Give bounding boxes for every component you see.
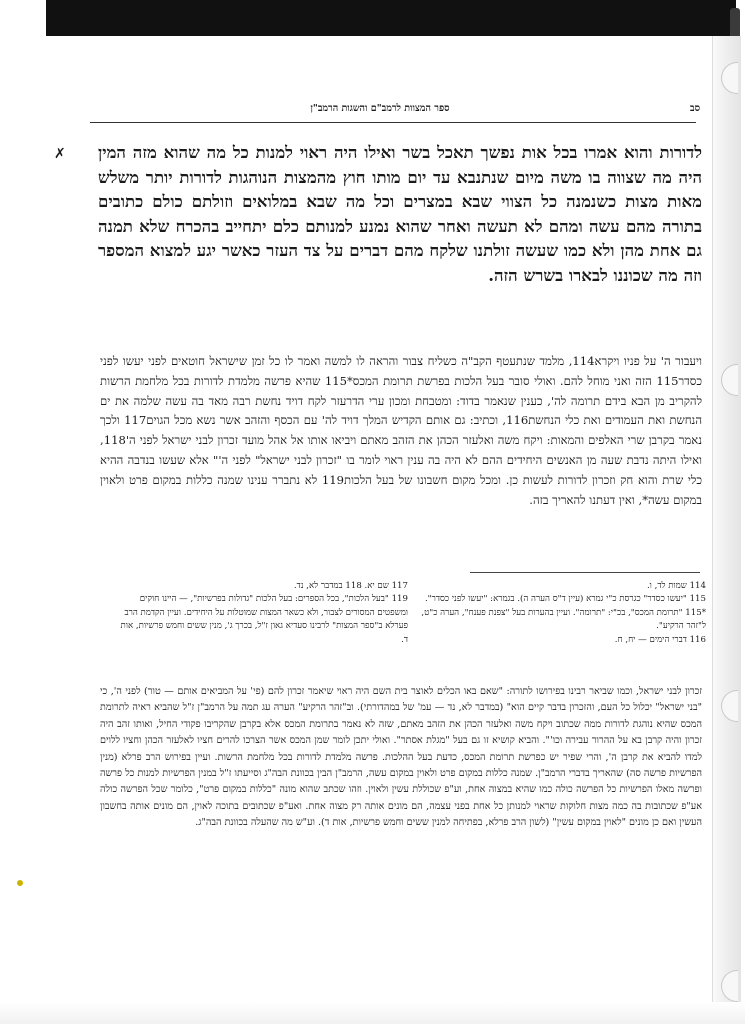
footnotes-right-column: [420, 580, 706, 647]
footnote: 119 "בעל הלכות", בכל הספרים: בעל הלכות "גדולות בפרשיות", — היינו חוקים ומשפטים המסורים לצבור, ולא כשאר המצות שמוטלות על היחידים. ועיין הקדמת הרב פערלא ב"ספר המצות" לרבינו סעדיא גאון ז"ל, בכרך ג', מנין ששים וחמש פרשיות, אות ד.: [120, 594, 408, 645]
footnote: 114 שמות לד, ו.: [646, 581, 706, 591]
body-text: ויעבור ה' על פניו ויקרא114, מלמד שנתעטף הקב"ה כשליח צבור והראה לו למשה ואמר לו כל זמן שישראל חוטאים לפני יעשו לפני כסדר115 הזה ואני מוחל להם. ואולי סובר בעל הלכות בפרשת תרומת המכס*115 שהיא פרשה מלמדת לדורות בכל מלחמת הרשות להקריב מן הבא בידם תרומה לה', כענין שנאמר בדוד: ומטבחת ומכון ערי הדרעזר לקח דויד נחשת רבה מאד בה עשה שלמה את ים הנחשת ואת העמודים ואת כלי הנחשת116, וכתיב: גם אותם הקדיש המלך דויד לה' עם הכסף והזהב אשר נשא מכל הגוים117 ולכך נאמר בקרבן שרי האלפים והמאות: ויקח משה ואלעזר הכהן את הזהב מאתם ויביאו אותו אל אהל מועד זכרון לבני ישראל לפני ה'118, ואילו היתה נדבת שעה מן האנשים היחידים ההם לא היה בה ענין ראוי לומר בו "זכרון לבני ישראל" לפני ה'" אלא שעשו בנדבה ההיא כלי שרת והוא חק וזכרון לדורות לעשות כן. ומכל מקום חשבונו של בעל הלכות119 לא נתברר ענינו שמנה כללות במקום פרט ולאוין במקום עשה*, ואין דעתנו להאריך בזה.: [100, 354, 703, 507]
binder-edge: [712, 36, 741, 1024]
margin-dot: [17, 880, 23, 886]
footnote-separator: [470, 572, 700, 573]
footnotes-left-column: [118, 580, 408, 647]
footnote: 117 שם יא. 118 במדבר לא, נד.: [293, 581, 408, 591]
scanner-top-bar: [46, 0, 736, 36]
footnote: *115 "תרומת המכס", בכ"י: "תרומה". ועיין בהערות בעל "צפנת פענח", הערה כ"ט, ל"זהר הרקיע".: [421, 607, 706, 632]
commentary-text: זכרון לבני ישראל, וכמו שביאר רבינו בפירושו לתורה: "שאם באו הכלים לאוצר בית השם היה ראוי שיאמר זכרון להם (פי' על המביאים אותם — טור) לפני ה', כי "בני ישראל" יכלול כל העם, והזכרון בדבר קיים הוא" (במדבר לא, נד — עמ' של במהדורתי). וב"זהר הרקיע" הערה עג תמה על הרמב"ן ז"ל שהביא ראיה לתרומת המכס שהיא נוהגת לדורות ממה שכתוב ויקח משה ואלעזר הכהן את הזהב מאתם, שזה לא נאמר בתרומת המכס אלא בקרבן שהקריבו פקודי החיל, ואותו זהב היה זכרון והיה קרבן בא על ההרור עבירה וכו'". והביא קושיא זו גם בעל "מגלת אסתר". ואולי יתכן לומר שמן המכס אשר הצרכו להרים חציו לאלעזר הכהן וחציו ללוים למדו להביא את קרבן ה', והרי שפיר יש כפרשת תרומת המכס, כדעת בעל ההלכות. פרשה מלמדת לדורות בכל מלחמת הרשות. ועיין בפירוש הרב פרלא (מנין הפרשיות פרשה סה) שהאריך בדברי הרמב"ן. שמנה כללות במקום פרט ולאוין במקום עשה, הרמב"ן הבין בכוונת הבה"ג וסייעתו ז"ל במנין הפרשיות למנות כל פרשה ופרשה מאלו הפרשיות כל הפרשה כולה כמו שהיא במצוה אחת, וע"פ שכוללת עשין ולאוין. וזהו שכתב שהוא מונה "כללות במקום פרט", כלומר שכל הפרשה כולה אע"פ שכתובות בה כמה מצות חלוקות שראוי למנותן כל אחת בפני עצמה, הם מונים אותה רק מצוה אחת. ואע"פ שכתובים בתוכה לאוין, הם מונים אותה בחשבון העשין ואם כן מונים "לאוין במקום עשין" (לשון הרב פרלא, בפתיחה למנין ששים וחמש פרשיות, אות ד). וע"ש מה שהעלה בכוונת הבה"ג.: [100, 686, 702, 829]
footnote: 116 דברי הימים — יח, ח.: [614, 634, 706, 645]
page-number: סב: [690, 103, 700, 114]
header-rule: [90, 122, 696, 123]
margin-check-mark: ✗: [54, 146, 66, 162]
running-title: ספר המצוות לרמב"ם והשגות הרמב"ן: [310, 103, 450, 114]
page-bottom-edge: [0, 1002, 745, 1024]
footnote: 115 "יעשו כסדר" כגרסת כ"י גמרא (עיין ד"ס הערה ה). בגמרא: "יעשו לפני כסדר".: [424, 594, 706, 605]
running-header: [60, 103, 700, 117]
main-text: לדורות והוא אמרו בכל אות נפשך תאכל בשר ואילו היה ראוי למנות כל מה שהוא מזה המין היה מה שצווה בו משה מיום שנתנבא עד יום מותו חוץ מהמצות הנוהגות לדורות יותר משלש מאות מצות כשנמנה כל הצווי שבא במצרים וכל מה שבא במלואים וזולתם כולם כתובים בתורה מהם עשה ומהם לא תעשה ואחר שהוא נמנע למנותם כלם יתחייב בהכרח שלא תמנה גם אחת מהן ולא כמו שעשה זולתנו שלקח מהם דברים על צד העזר כאשר יגע למצוא המספר וזה מה שכוננו לבארו בשרש הזה.: [98, 142, 702, 285]
